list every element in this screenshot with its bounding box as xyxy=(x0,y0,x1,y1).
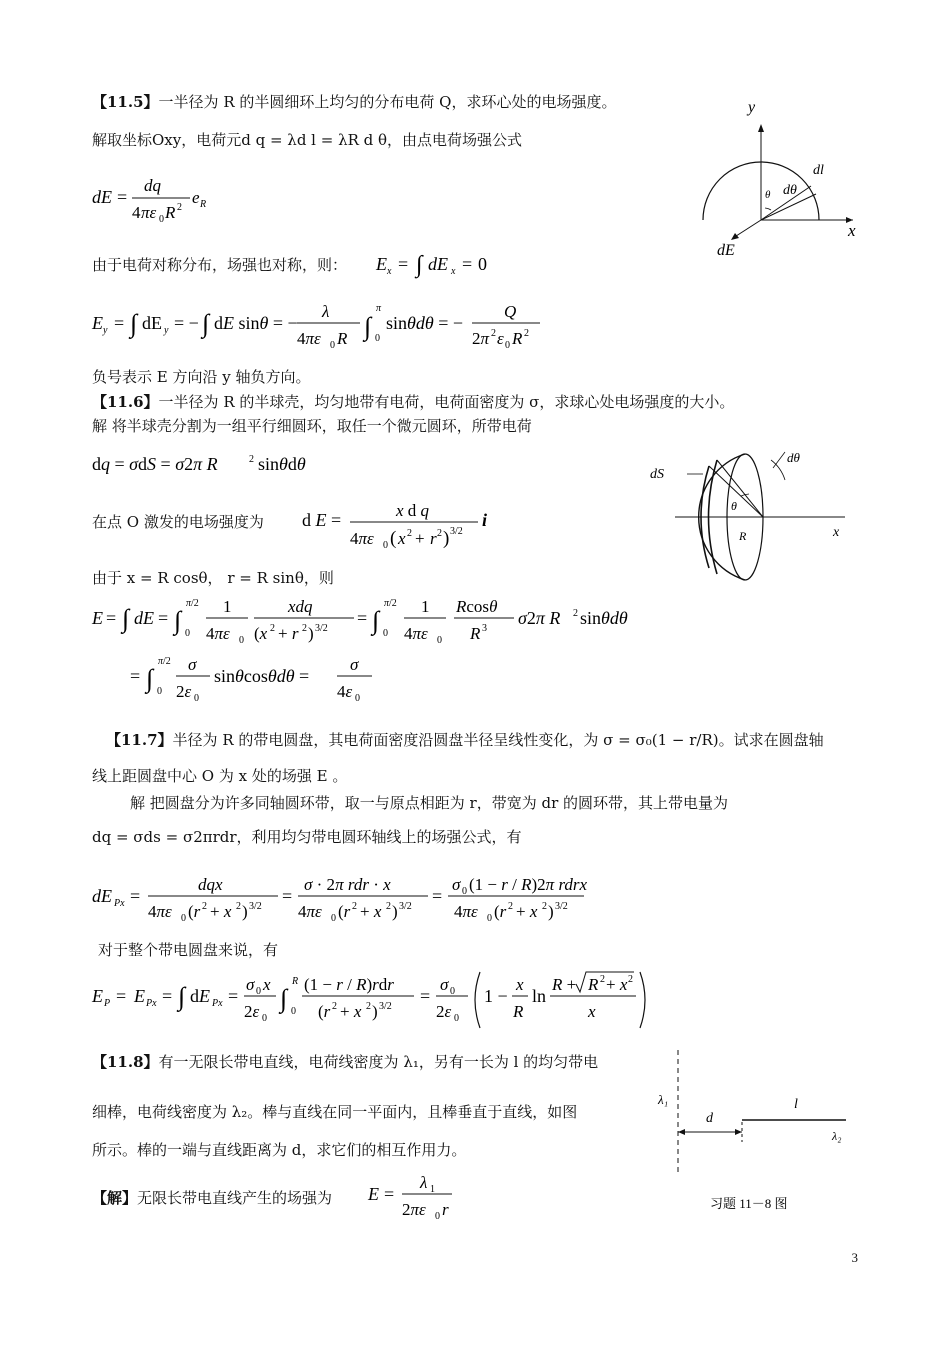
svg-text:4πε: 4πε xyxy=(350,529,374,548)
problem-tag: 【11.6】 xyxy=(92,393,159,411)
svg-text:x d q: x d q xyxy=(396,501,430,520)
svg-text:dE: dE xyxy=(142,313,162,333)
svg-text:): ) xyxy=(308,624,314,643)
dS-label: dS xyxy=(650,467,664,482)
svg-text:+ r: + r xyxy=(278,624,299,643)
svg-text:∫: ∫ xyxy=(202,309,210,338)
figure-caption: 习题 11－8 图 xyxy=(710,1196,788,1211)
svg-text:E: E xyxy=(92,313,103,333)
svg-text:2: 2 xyxy=(437,528,442,539)
svg-text:0: 0 xyxy=(157,686,162,697)
svg-text:2: 2 xyxy=(332,1001,337,1012)
equation-11-6-3-tail xyxy=(580,592,660,652)
svg-text:3/2: 3/2 xyxy=(555,901,568,912)
svg-text:2: 2 xyxy=(600,974,605,985)
svg-text:E: E xyxy=(368,1184,379,1204)
svg-text:σ2π R: σ2π R xyxy=(518,608,561,628)
svg-text:+ x: + x xyxy=(360,902,382,921)
svg-text:0: 0 xyxy=(454,1013,459,1024)
svg-text:=: = xyxy=(114,313,125,333)
svg-text:P: P xyxy=(104,998,111,1009)
svg-text:2: 2 xyxy=(407,528,412,539)
svg-text:0: 0 xyxy=(185,628,190,639)
svg-text:0: 0 xyxy=(383,628,388,639)
equation-11-6-1 xyxy=(92,448,332,480)
svg-text:4πε: 4πε xyxy=(148,902,172,921)
svg-text:0: 0 xyxy=(450,986,455,997)
svg-text:x: x xyxy=(516,975,524,994)
svg-text:σ: σ xyxy=(440,975,449,994)
svg-text:0: 0 xyxy=(487,913,492,924)
problem-11-6-substitution: 由于 x = R cosθ， r = R sinθ，则 xyxy=(92,569,334,587)
svg-text:0: 0 xyxy=(435,1211,440,1222)
svg-text:=: = xyxy=(162,986,173,1006)
svg-text:∫: ∫ xyxy=(174,606,182,635)
svg-text:1 −: 1 − xyxy=(484,986,508,1006)
svg-text:(: ( xyxy=(390,528,397,549)
svg-text:2ε: 2ε xyxy=(176,682,192,701)
problem-11-7-solution-2: dq = σds = σ2πrdr，利用均匀带电圆环轴线上的场强公式，有 xyxy=(92,828,522,846)
problem-11-6-question: 【11.6】一半径为 R 的半球壳，均匀地带有电荷，电荷面密度为 σ，求球心处电场强度的大小。 xyxy=(92,393,735,411)
svg-text:R: R xyxy=(513,1002,524,1021)
svg-text:sinθdθ = −: sinθdθ = − xyxy=(386,313,464,333)
svg-text:+ x: + x xyxy=(340,1002,362,1021)
lambda1-label: λ₁ xyxy=(658,1092,669,1107)
x-axis-label: x xyxy=(833,525,840,540)
problem-11-7-question-cont: 线上距圆盘中心 O 为 x 处的场强 E 。 xyxy=(92,767,348,785)
svg-text:0: 0 xyxy=(239,635,244,646)
svg-text:(1 − r / R)2π rdrx: (1 − r / R)2π rdrx xyxy=(469,875,588,894)
problem-11-6-field-text: 在点 O 激发的电场强度为 xyxy=(92,513,264,531)
svg-text:3/2: 3/2 xyxy=(399,901,412,912)
problem-11-8-question-cont: 细棒，电荷线密度为 λ₂。棒与直线在同一平面内，且棒垂直于直线，如图 xyxy=(92,1103,578,1121)
svg-text:=: = xyxy=(130,886,141,906)
svg-text:2: 2 xyxy=(202,901,207,912)
svg-text:=: = xyxy=(228,986,239,1006)
svg-text:∫: ∫ xyxy=(372,606,380,635)
equation-11-6-3 xyxy=(92,592,612,652)
svg-text:): ) xyxy=(372,1002,378,1021)
svg-text:2πε: 2πε xyxy=(402,1200,426,1219)
svg-text:=: = xyxy=(117,187,128,207)
svg-text:2: 2 xyxy=(270,623,275,634)
svg-text:dq = σdS = σ2π R: dq = σdS = σ2π R xyxy=(92,454,218,474)
svg-text:2: 2 xyxy=(249,454,254,465)
svg-text:+ x: + x xyxy=(606,975,628,994)
svg-text:=: = xyxy=(462,254,473,274)
svg-text:dE sinθ = −: dE sinθ = − xyxy=(214,313,298,333)
svg-text:2: 2 xyxy=(628,974,633,985)
lambda2-label: λ₂ xyxy=(832,1129,842,1143)
problem-tag: 【11.8】 xyxy=(92,1053,159,1071)
svg-text:r: r xyxy=(442,1200,449,1219)
svg-text:+ x: + x xyxy=(516,902,538,921)
problem-11-5-question: 【11.5】一半径为 R 的半圆细环上均匀的分布电荷 Q，求环心处的电场强度。 xyxy=(92,93,617,111)
svg-text:2: 2 xyxy=(236,901,241,912)
svg-text:Rcosθ: Rcosθ xyxy=(456,597,498,616)
svg-text:R: R xyxy=(200,199,207,210)
svg-text:x: x xyxy=(451,266,456,277)
theta-label: θ xyxy=(731,499,737,513)
svg-text:(r: (r xyxy=(188,902,201,921)
svg-text:(r: (r xyxy=(318,1002,331,1021)
svg-text:0: 0 xyxy=(181,913,186,924)
svg-text:R: R xyxy=(470,624,481,643)
svg-text:0: 0 xyxy=(383,540,388,551)
svg-text:0: 0 xyxy=(331,913,336,924)
svg-text:= −: = − xyxy=(174,313,199,333)
problem-11-5-symmetry-text: 由于电荷对称分布，场强也对称，则： xyxy=(92,256,348,274)
svg-text:4πε: 4πε xyxy=(298,902,322,921)
svg-text:2ε: 2ε xyxy=(436,1002,452,1021)
svg-text:y: y xyxy=(103,325,108,336)
svg-text:): ) xyxy=(443,528,450,549)
problem-11-8-solution-intro: 【解】无限长带电直线产生的场强为 xyxy=(92,1189,333,1207)
svg-text:E: E xyxy=(134,986,145,1006)
svg-text:R: R xyxy=(165,203,176,222)
svg-text:y: y xyxy=(164,325,169,336)
svg-text:0: 0 xyxy=(330,340,335,351)
svg-text:dE: dE xyxy=(134,608,154,628)
radius-label: R xyxy=(739,529,747,543)
svg-text:4πε: 4πε xyxy=(206,624,230,643)
x-axis-label: x xyxy=(848,221,856,240)
svg-text:dE: dE xyxy=(428,254,448,274)
svg-text:2: 2 xyxy=(524,328,529,339)
equation-11-7-1 xyxy=(92,870,592,928)
svg-text:1: 1 xyxy=(430,1184,435,1195)
svg-text:2: 2 xyxy=(352,901,357,912)
svg-text:0: 0 xyxy=(437,635,442,646)
svg-text:=: = xyxy=(116,986,127,1006)
svg-text:3/2: 3/2 xyxy=(379,1001,392,1012)
svg-text:∫: ∫ xyxy=(130,309,138,338)
svg-text:∫: ∫ xyxy=(280,984,288,1013)
svg-text:0: 0 xyxy=(262,1013,267,1024)
svg-text:Px: Px xyxy=(212,998,223,1009)
svg-text:sinθdθ: sinθdθ xyxy=(580,608,628,628)
svg-text:ln: ln xyxy=(532,986,547,1006)
svg-text:=: = xyxy=(384,1184,395,1204)
figure-11-6-hemisphere xyxy=(645,440,865,590)
svg-text:0: 0 xyxy=(478,254,487,274)
svg-text:dE: dE xyxy=(92,187,112,207)
svg-text:+ x: + x xyxy=(210,902,232,921)
svg-text:): ) xyxy=(392,902,398,921)
svg-text:3: 3 xyxy=(482,623,487,634)
svg-text:π/2: π/2 xyxy=(158,656,171,667)
svg-text:2: 2 xyxy=(366,1001,371,1012)
svg-text:∫: ∫ xyxy=(178,982,186,1011)
svg-text:∫: ∫ xyxy=(146,664,154,693)
svg-text:Px: Px xyxy=(114,898,125,909)
svg-text:σ · 2π rdr · x: σ · 2π rdr · x xyxy=(304,875,391,894)
svg-text:π/2: π/2 xyxy=(186,598,199,609)
problem-11-7-question: 【11.7】半径为 R 的带电圆盘，其电荷面密度沿圆盘半径呈线性变化，为 σ = σ₀(1 − r/R)。试求在圆盘轴 xyxy=(106,731,824,749)
svg-text:0: 0 xyxy=(291,1006,296,1017)
svg-text:sinθdθ: sinθdθ xyxy=(258,454,306,474)
svg-text:E: E xyxy=(376,254,387,274)
svg-text:ε: ε xyxy=(497,329,504,348)
svg-text:R: R xyxy=(588,975,599,994)
svg-text:3/2: 3/2 xyxy=(249,901,262,912)
svg-text:): ) xyxy=(548,902,554,921)
svg-text:=: = xyxy=(158,608,169,628)
solution-tag: 【解】 xyxy=(92,1189,138,1207)
svg-text:1: 1 xyxy=(223,597,232,616)
svg-text:R: R xyxy=(512,329,523,348)
svg-text:E: E xyxy=(92,608,103,628)
svg-text:xdq: xdq xyxy=(288,597,313,616)
svg-text:π/2: π/2 xyxy=(384,598,397,609)
svg-text:∫: ∫ xyxy=(416,252,423,278)
svg-text:0: 0 xyxy=(194,693,199,704)
svg-text:(r: (r xyxy=(338,902,351,921)
svg-text:λ: λ xyxy=(322,302,330,321)
equation-11-5-1 xyxy=(92,170,232,226)
svg-text:(1 − r / R)rdr: (1 − r / R)rdr xyxy=(304,975,394,994)
svg-text:Q: Q xyxy=(504,302,517,321)
problem-11-6-solution-intro: 解 将半球壳分割为一组平行细圆环，取任一个微元圆环，所带电荷 xyxy=(92,417,532,435)
svg-text:=: = xyxy=(106,608,117,628)
svg-text:0: 0 xyxy=(375,333,380,344)
svg-text:x: x xyxy=(263,975,271,994)
problem-11-8-question: 【11.8】有一无限长带电直线，电荷线密度为 λ₁，另有一长为 l 的均匀带电 xyxy=(92,1053,599,1071)
svg-text:3/2: 3/2 xyxy=(450,526,463,537)
problem-tag: 【11.5】 xyxy=(92,93,159,111)
distance-d-label: d xyxy=(706,1111,713,1126)
y-axis-label: y xyxy=(748,99,756,116)
svg-text:(x: (x xyxy=(254,624,268,643)
theta-label: θ xyxy=(765,189,771,201)
svg-text:x: x xyxy=(387,266,392,277)
svg-text:=: = xyxy=(432,886,443,906)
svg-text:0: 0 xyxy=(256,986,261,997)
problem-11-5-solution-intro: 解取坐标Oxy，电荷元d q = λd l = λR d θ，由点电荷场强公式 xyxy=(92,131,523,149)
problem-11-7-whole-disk: 对于整个带电圆盘来说，有 xyxy=(98,941,279,959)
svg-text:σ: σ xyxy=(452,875,461,894)
svg-text:=: = xyxy=(357,608,368,628)
equation-11-7-2 xyxy=(92,966,652,1032)
svg-text:R: R xyxy=(337,329,348,348)
equation-11-5-2 xyxy=(376,244,506,284)
problem-11-5-conclusion: 负号表示 E 方向沿 y 轴负方向。 xyxy=(92,368,311,386)
problem-11-8-question-cont-2: 所示。棒的一端与直线距离为 d，求它们的相互作用力。 xyxy=(92,1141,467,1159)
svg-text:=: = xyxy=(130,666,141,686)
svg-text:∫: ∫ xyxy=(122,604,130,633)
svg-text:0: 0 xyxy=(462,886,467,897)
svg-text:2: 2 xyxy=(573,608,578,619)
svg-text:0: 0 xyxy=(159,214,164,225)
svg-text:R: R xyxy=(292,976,299,987)
svg-text:dq: dq xyxy=(144,176,161,195)
svg-text:2: 2 xyxy=(177,202,182,213)
equation-11-6-2 xyxy=(302,492,502,554)
svg-text:i: i xyxy=(482,510,488,530)
svg-text:d E =: d E = xyxy=(302,510,342,530)
svg-text:3/2: 3/2 xyxy=(315,623,328,634)
svg-text:x: x xyxy=(398,529,406,548)
length-l-label: l xyxy=(794,1097,798,1112)
svg-text:e: e xyxy=(192,188,200,207)
equation-11-5-3 xyxy=(92,295,552,355)
figure-11-8-line-and-rod xyxy=(650,1046,865,1226)
svg-text:0: 0 xyxy=(355,693,360,704)
svg-text:2ε: 2ε xyxy=(244,1002,260,1021)
figure-11-5-semicircle xyxy=(695,99,870,262)
svg-text:∫: ∫ xyxy=(364,312,372,341)
svg-text:dE: dE xyxy=(92,886,112,906)
svg-text:sinθcosθdθ =: sinθcosθdθ = xyxy=(214,666,310,686)
svg-text:E: E xyxy=(92,986,103,1006)
svg-text:4ε: 4ε xyxy=(337,682,353,701)
svg-text:): ) xyxy=(242,902,248,921)
svg-text:σ: σ xyxy=(188,655,197,674)
svg-text:π: π xyxy=(376,303,382,314)
svg-text:λ: λ xyxy=(420,1173,428,1192)
svg-text:1: 1 xyxy=(421,597,430,616)
equation-11-6-4 xyxy=(130,650,390,706)
svg-text:4πε: 4πε xyxy=(297,329,321,348)
svg-text:2π: 2π xyxy=(472,329,490,348)
dE-label: dE xyxy=(717,242,735,259)
svg-text:2: 2 xyxy=(542,901,547,912)
svg-text:=: = xyxy=(398,254,409,274)
svg-text:dqx: dqx xyxy=(198,875,223,894)
svg-text:πε: πε xyxy=(141,203,157,222)
svg-text:=: = xyxy=(282,886,293,906)
problem-11-7-solution-1: 解 把圆盘分为许多同轴圆环带，取一与原点相距为 r，带宽为 dr 的圆环带，其上带电量为 xyxy=(130,794,729,812)
svg-text:dE: dE xyxy=(190,986,210,1006)
svg-text:x: x xyxy=(588,1002,596,1021)
svg-text:2: 2 xyxy=(302,623,307,634)
svg-text:σ: σ xyxy=(350,655,359,674)
equation-11-8-1 xyxy=(368,1170,458,1226)
dtheta-label: dθ xyxy=(787,450,800,465)
dtheta-label: dθ xyxy=(783,183,797,198)
svg-text:(r: (r xyxy=(494,902,507,921)
svg-text:R +: R + xyxy=(552,975,577,994)
svg-text:+: + xyxy=(415,529,425,548)
svg-text:Px: Px xyxy=(146,998,157,1009)
svg-text:4: 4 xyxy=(132,203,141,222)
svg-text:4πε: 4πε xyxy=(454,902,478,921)
svg-text:2: 2 xyxy=(386,901,391,912)
page-number: 3 xyxy=(851,1250,858,1265)
svg-text:r: r xyxy=(430,529,437,548)
svg-text:=: = xyxy=(420,986,431,1006)
svg-text:4πε: 4πε xyxy=(404,624,428,643)
svg-text:2: 2 xyxy=(491,328,496,339)
svg-text:0: 0 xyxy=(505,340,510,351)
svg-text:σ: σ xyxy=(246,975,255,994)
svg-text:2: 2 xyxy=(508,901,513,912)
dl-label: dl xyxy=(813,163,824,178)
problem-tag: 【11.7】 xyxy=(106,731,173,749)
